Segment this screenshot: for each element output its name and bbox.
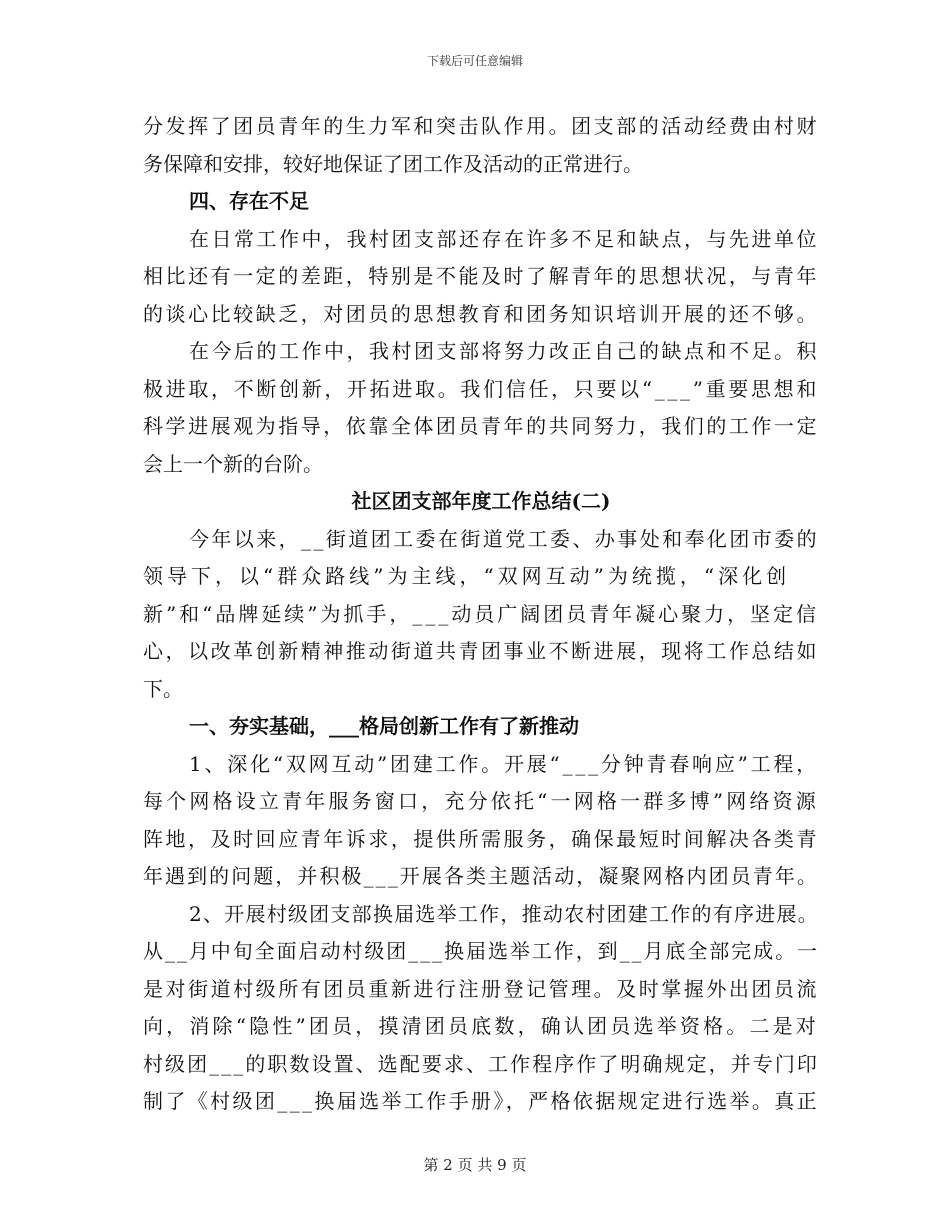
body-text-line: 1、深化“双网互动”团建工作。开展“___分钟青春响应”工程，	[189, 751, 819, 776]
body-text-line: 今年以来，__街道团工委在街道党工委、办事处和奉化团市委的	[189, 526, 819, 551]
body-text-line: 在日常工作中，我村团支部还存在许多不足和缺点，与先进单位	[189, 226, 819, 251]
body-text-line: 的谈心比较缺乏，对团员的思想教育和团务知识培训开展的还不够。	[143, 301, 819, 326]
body-text-line: 心，以改革创新精神推动街道共青团事业不断进展，现将工作总结如	[143, 639, 819, 663]
body-text-line: 年遇到的问题，并积极___开展各类主题活动，凝聚网格内团员青年。	[143, 864, 819, 888]
body-text-line: 下。	[143, 676, 183, 701]
body-text-line: 阵地，及时回应青年诉求，提供所需服务，确保最短时间解决各类青	[143, 826, 819, 851]
body-text-line: 会上一个新的台阶。	[143, 451, 323, 476]
document-title: 社区团支部年度工作总结(二)	[351, 489, 611, 513]
body-text-line: 是对街道村级所有团员重新进行注册登记管理。及时掌握外出团员流	[143, 976, 819, 1001]
body-text-line: 务保障和安排，较好地保证了团工作及活动的正常进行。	[143, 151, 643, 176]
body-text-line: 极进取，不断创新，开拓进取。我们信任，只要以“___”重要思想和	[143, 376, 819, 401]
body-text-line: 在今后的工作中，我村团支部将努力改正自己的缺点和不足。积	[189, 339, 819, 363]
page-header: 下载后可任意编辑	[426, 54, 523, 68]
body-text-line: 相比还有一定的差距，特别是不能及时了解青年的思想状况，与青年	[143, 264, 819, 288]
body-text-line: 制了《村级团___换届选举工作手册》，严格依据规定进行选举。真正	[143, 1089, 819, 1113]
body-text-line: 分发挥了团员青年的生力军和突击队作用。团支部的活动经费由村财	[143, 114, 819, 138]
body-text-line: 新”和“品牌延续”为抓手，___动员广阔团员青年凝心聚力，坚定信	[143, 601, 819, 626]
body-text-line: 村级团___的职数设置、选配要求、工作程序作了明确规定，并专门印	[143, 1051, 819, 1076]
body-text-line: 科学进展观为指导，依靠全体团员青年的共同努力，我们的工作一定	[143, 414, 819, 438]
document-body	[143, 108, 819, 1121]
section-heading: 四、存在不足	[189, 189, 309, 213]
body-text-line: 向，消除“隐性”团员，摸清团员底数，确认团员选举资格。二是对	[143, 1014, 819, 1038]
section-heading: 一、夯实基础，___格局创新工作有了新推动	[189, 714, 579, 738]
body-text-line: 领导下，以“群众路线”为主线，“双网互动”为统揽，“深化创	[143, 564, 791, 588]
body-text-line: 每个网格设立青年服务窗口，充分依托“一网格一群多博”网络资源	[143, 789, 819, 813]
body-text-line: 从__月中旬全面启动村级团___换届选举工作，到__月底全部完成。一	[143, 939, 819, 963]
body-text-line: 2、开展村级团支部换届选举工作，推动农村团建工作的有序进展。	[189, 901, 819, 926]
page-number: 第 2 页 共 9 页	[423, 1156, 527, 1174]
